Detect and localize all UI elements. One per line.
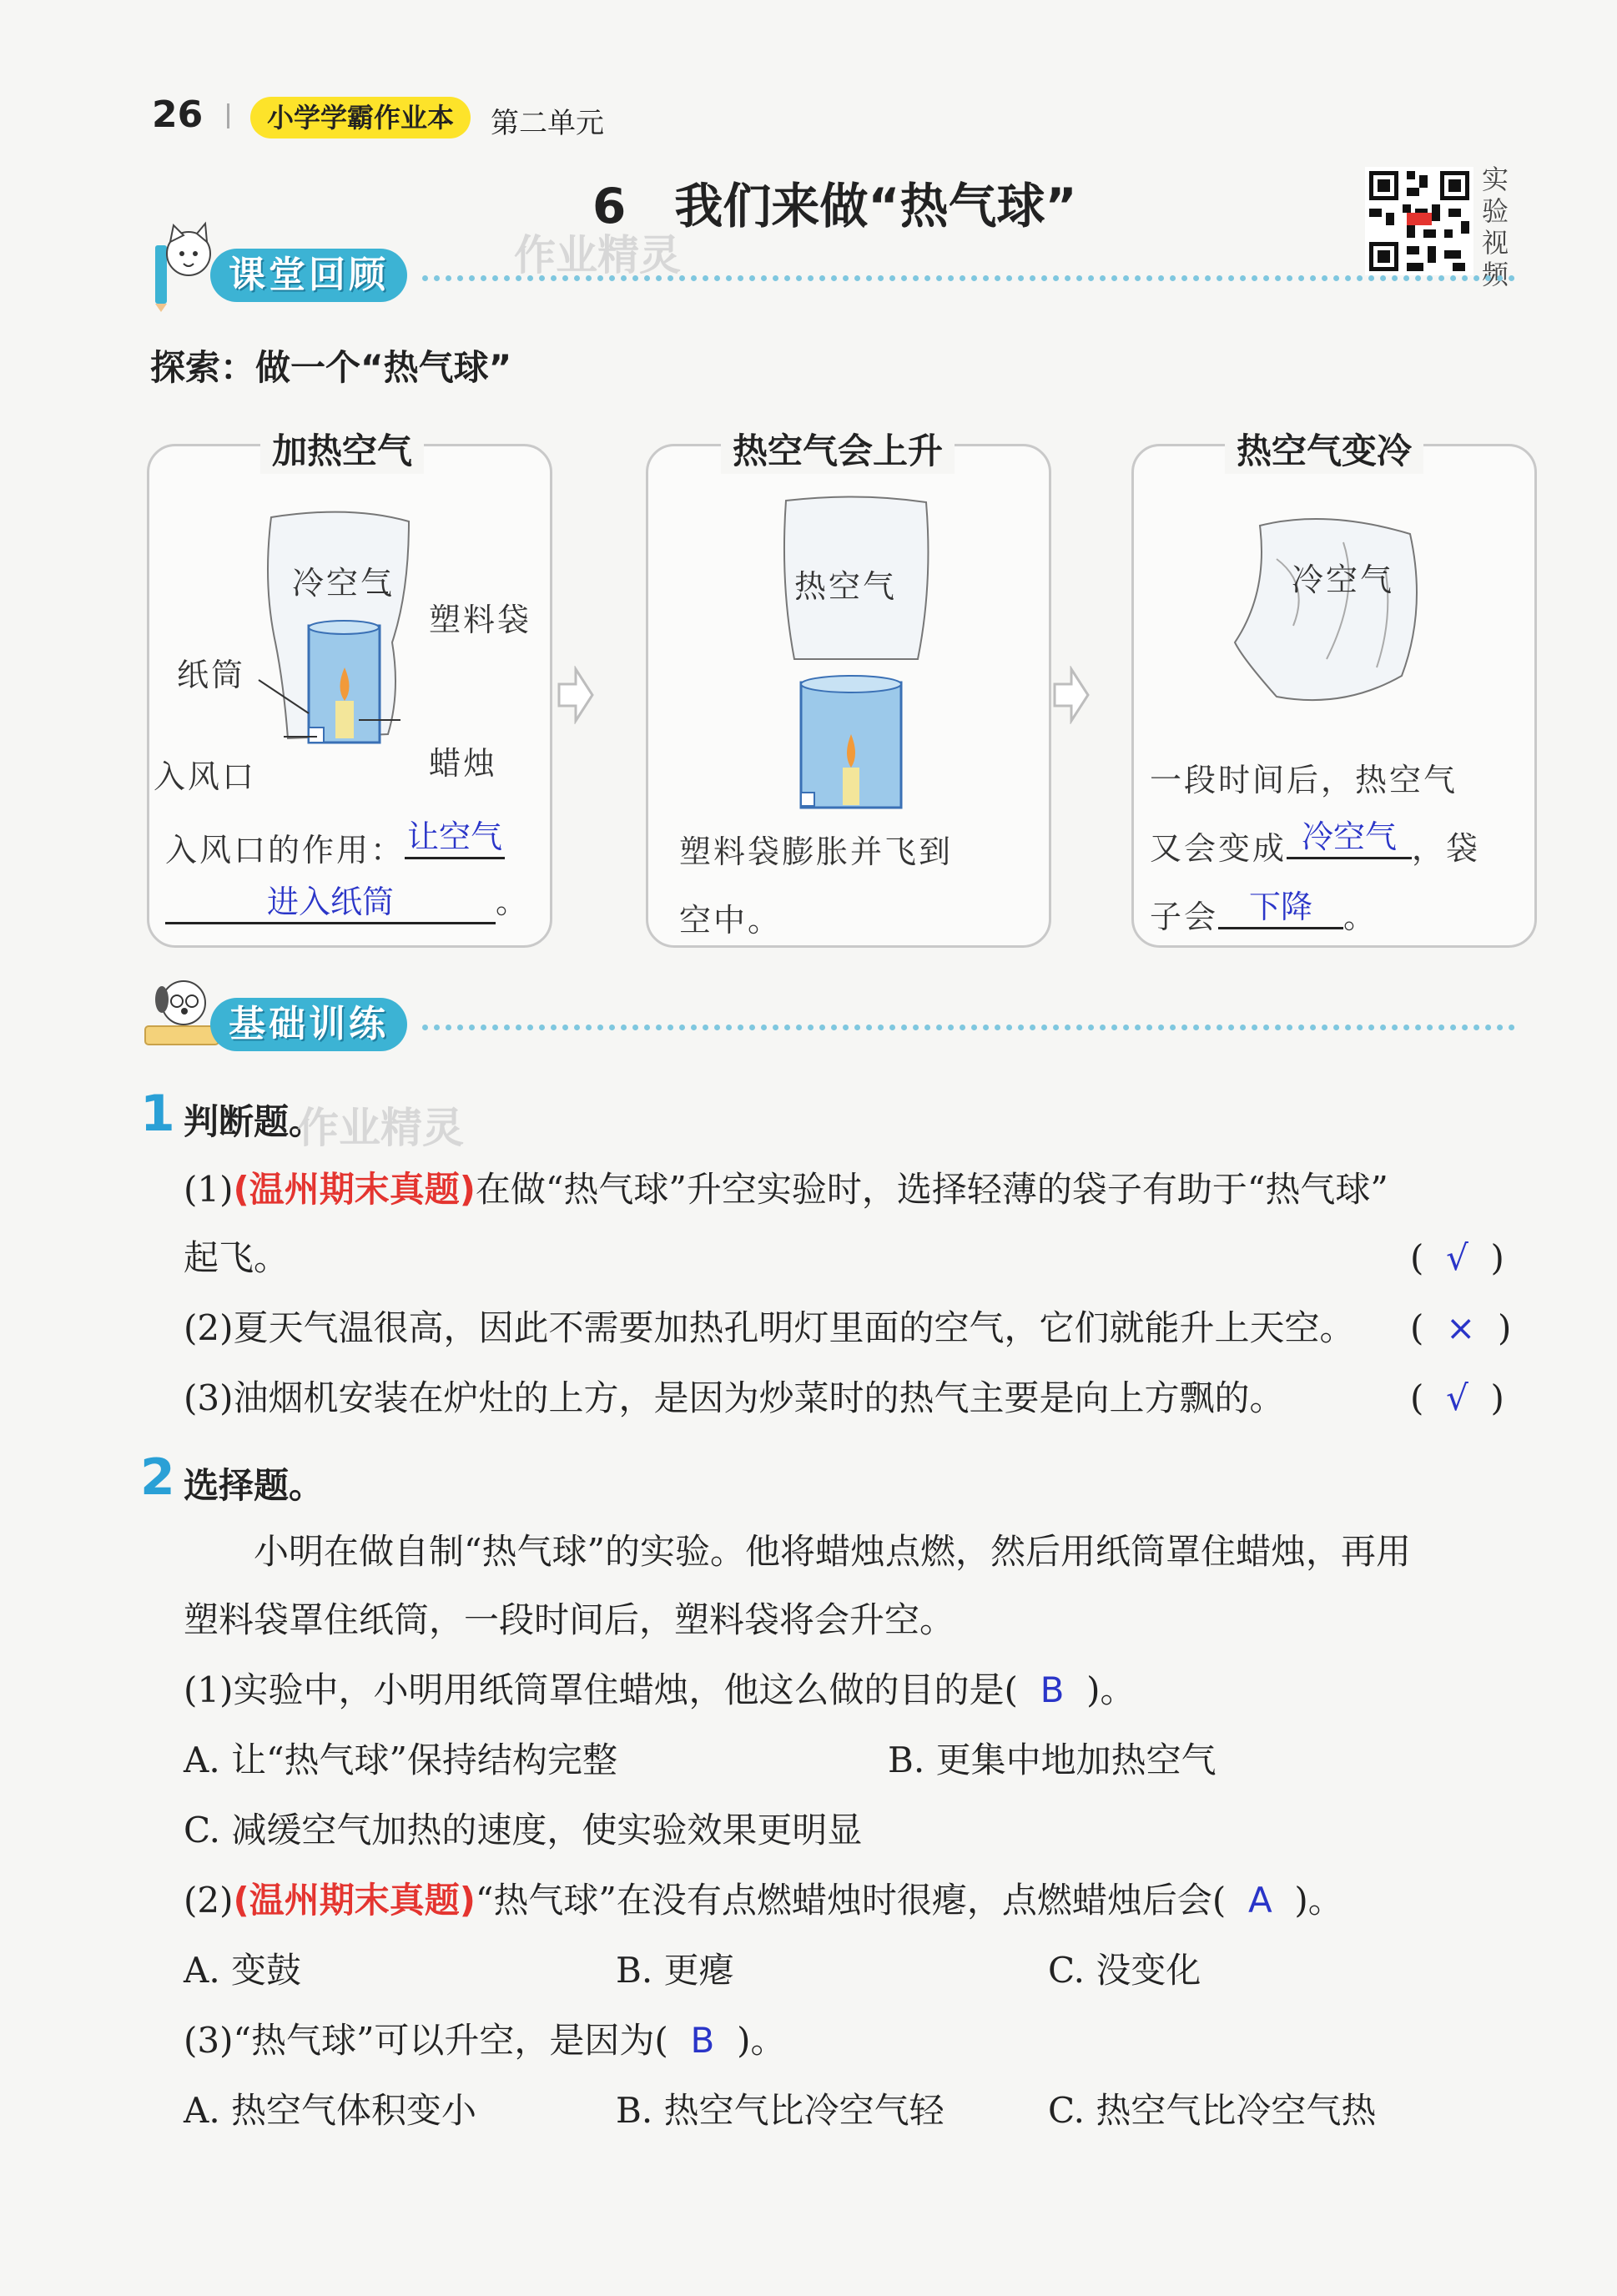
- book-name: 小学学霸作业本: [250, 97, 471, 138]
- answer-field[interactable]: √: [1446, 1377, 1468, 1418]
- label-cold-air: 冷空气: [1292, 561, 1395, 598]
- question-heading: 判断题。: [184, 1101, 325, 1142]
- lesson-title: 6 我们来做“热气球”: [592, 178, 1077, 234]
- section-divider: [422, 1025, 1515, 1030]
- deflated-bag-illustration: [1227, 509, 1443, 718]
- panel2-text-line1: 塑料袋膨胀并飞到: [679, 833, 954, 870]
- q1-item-2: (2)夏天气温很高，因此不需要加热孔明灯里面的空气，它们就能升上天空。: [184, 1307, 1355, 1348]
- panel-title: 加热空气: [260, 424, 424, 474]
- panel1-question: 入风口的作用：让空气: [165, 824, 505, 873]
- option-b: B. 更瘪: [616, 1950, 734, 1991]
- pencil-cat-mascot-icon: [149, 220, 215, 312]
- option-b: B. 热空气比冷空气轻: [616, 2090, 945, 2131]
- option-a: A. 让“热气球”保持结构完整: [184, 1740, 617, 1780]
- panel-title: 热空气会上升: [721, 424, 955, 474]
- question-number: 2: [140, 1448, 175, 1507]
- label-cold-air: 冷空气: [292, 565, 395, 602]
- panel3-text-line1: 一段时间后，热空气: [1150, 762, 1458, 798]
- explore-title: 探索：做一个“热气球”: [150, 347, 512, 388]
- label-hot-air: 热空气: [794, 568, 898, 605]
- option-c: C. 没变化: [1048, 1950, 1201, 1991]
- header-divider: [227, 103, 229, 128]
- exam-tag: (温州期末真题): [233, 1880, 476, 1921]
- answer-field[interactable]: 让空气: [405, 811, 505, 859]
- watermark: 作业精灵: [514, 231, 681, 279]
- option-c: C. 减缓空气加热的速度，使实验效果更明显: [184, 1810, 863, 1850]
- answer-field[interactable]: B: [1040, 1669, 1065, 1710]
- page-number: 26: [152, 93, 204, 136]
- label-candle: 蜡烛: [429, 745, 498, 782]
- question-heading: 选择题。: [184, 1465, 325, 1506]
- q2-stem-line2: 塑料袋罩住纸筒，一段时间后，塑料袋将会升空。: [184, 1599, 955, 1640]
- option-b: B. 更集中地加热空气: [888, 1740, 1217, 1780]
- arrow-right-icon: [1053, 666, 1090, 724]
- answer-field[interactable]: √: [1446, 1237, 1468, 1278]
- answer-field[interactable]: 冷空气: [1287, 811, 1412, 859]
- panel3-text-line3: 子会 下降 。: [1150, 891, 1378, 939]
- panel2-text-line2: 空中。: [679, 902, 783, 939]
- label-air-inlet: 入风口: [154, 758, 257, 795]
- arrow-right-icon: [557, 666, 594, 724]
- unit-label: 第二单元: [491, 107, 604, 140]
- label-plastic-bag: 塑料袋: [429, 602, 532, 638]
- option-a: A. 变鼓: [184, 1950, 302, 1991]
- exam-tag: (温州期末真题): [233, 1169, 476, 1210]
- answer-field[interactable]: 下降: [1218, 881, 1343, 929]
- question-number: 1: [140, 1085, 175, 1143]
- answer-field[interactable]: A: [1247, 1880, 1272, 1921]
- q1-item-1-cont: 起飞。: [184, 1237, 290, 1278]
- q2-sub1: (1)实验中，小明用纸筒罩住蜡烛，他这么做的目的是( B )。: [184, 1669, 1136, 1710]
- hot-air-rising-illustration: [751, 492, 960, 809]
- panel3-text-line2: 又会变成 冷空气 ，袋: [1150, 823, 1480, 871]
- panel-title: 热空气变冷: [1225, 424, 1423, 474]
- qr-code-icon[interactable]: [1365, 167, 1473, 275]
- answer-paren: ( √ ): [1410, 1377, 1504, 1418]
- option-c: C. 热空气比冷空气热: [1048, 2090, 1377, 2131]
- answer-field[interactable]: ×: [1446, 1307, 1476, 1348]
- q2-stem-line1: 小明在做自制“热气球”的实验。他将蜡烛点燃，然后用纸筒罩住蜡烛，再用: [254, 1531, 1411, 1572]
- answer-paren: ( √ ): [1410, 1237, 1504, 1278]
- answer-paren: ( × ): [1410, 1307, 1512, 1348]
- q2-sub3: (3)“热气球”可以升空，是因为( B )。: [184, 2020, 786, 2061]
- section-badge-review: 课堂回顾: [210, 249, 407, 302]
- section-badge-basic-training: 基础训练: [210, 998, 407, 1051]
- panel1-answer-line: 进入纸筒 。: [165, 876, 530, 924]
- watermark: 作业精灵: [297, 1104, 464, 1152]
- q1-item-3: (3)油烟机安装在炉灶的上方，是因为炒菜时的热气主要是向上方飘的。: [184, 1377, 1285, 1418]
- option-a: A. 热空气体积变小: [184, 2090, 477, 2131]
- answer-field[interactable]: B: [690, 2020, 715, 2061]
- answer-field[interactable]: 进入纸筒: [165, 876, 496, 924]
- q2-sub2: (2)(温州期末真题)“热气球”在没有点燃蜡烛时很瘪，点燃蜡烛后会( A )。: [184, 1880, 1343, 1921]
- q1-item-1: (1)(温州期末真题)在做“热气球”升空实验时，选择轻薄的袋子有助于“热气球”: [184, 1169, 1388, 1210]
- qr-caption: 实 验 视 频: [1482, 164, 1509, 290]
- dog-mascot-icon: [142, 968, 222, 1051]
- label-paper-tube: 纸筒: [177, 657, 246, 693]
